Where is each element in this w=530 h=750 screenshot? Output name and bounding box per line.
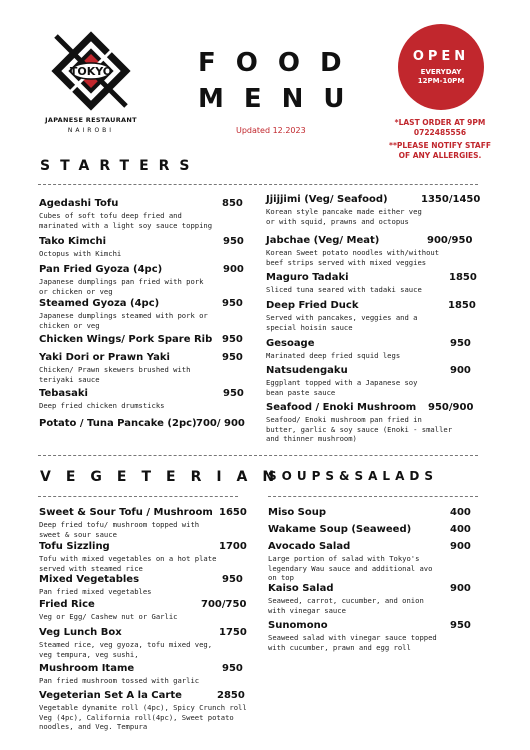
- menu-item: [39, 418, 245, 429]
- menu-item: [39, 388, 244, 411]
- item-name: Vegeterian Set A la Carte: [39, 690, 182, 701]
- item-description: Korean style pancake made either veg or with squid, prawns and octopus: [266, 207, 422, 226]
- allergy-note-line2: OF ANY ALLERGIES.: [398, 151, 482, 160]
- item-description: Deep fried chicken drumsticks: [39, 401, 165, 410]
- item-price: 900: [223, 264, 244, 275]
- open-hours: 12PM-10PM: [417, 77, 465, 85]
- item-price: 1700: [219, 541, 247, 552]
- phone-number: 0722485556: [413, 128, 467, 137]
- item-price: 1850: [449, 272, 477, 283]
- starters-end-divider: [38, 455, 478, 456]
- item-name: Sweet & Sour Tofu / Mushroom: [39, 507, 213, 518]
- menu-item: [266, 365, 471, 397]
- vegeterian-divider: [38, 496, 238, 497]
- restaurant-logo: [50, 30, 132, 112]
- item-name: Agedashi Tofu: [39, 198, 119, 209]
- item-name: Wakame Soup (Seaweed): [268, 524, 412, 535]
- item-description: Seafood/ Enoki mushroom pan fried in butter, garlic & soy sauce (Enoki - smaller and thinner mushroom): [266, 415, 453, 443]
- item-price: 950/900: [428, 402, 474, 413]
- item-price: 400: [450, 524, 471, 535]
- logo-text: TOKYO: [69, 65, 113, 78]
- item-description: Seaweed salad with vinegar sauce topped with cucumber, prawn and egg roll: [268, 633, 437, 652]
- item-name: Tebasaki: [39, 388, 88, 399]
- item-name: Maguro Tadaki: [266, 272, 349, 283]
- menu-item: [266, 300, 476, 332]
- menu-item: [39, 599, 247, 622]
- last-order-note: *LAST ORDER AT 9PM: [394, 118, 486, 127]
- item-name: Pan Fried Gyoza (4pc): [39, 264, 163, 275]
- item-name: Jjijjimi (Veg/ Seafood): [266, 194, 388, 205]
- menu-item: [39, 541, 247, 573]
- item-description: Japanese dumplings pan fried with pork or chicken or veg: [39, 277, 204, 296]
- menu-item: [39, 352, 243, 384]
- item-price: 700/750: [201, 599, 247, 610]
- item-price: 900: [450, 365, 471, 376]
- item-name: Mixed Vegetables: [39, 574, 140, 585]
- open-days: EVERYDAY: [420, 68, 462, 76]
- menu-item: [39, 334, 243, 345]
- menu-item: [39, 264, 244, 296]
- menu-item: [266, 402, 474, 444]
- item-price: 950: [222, 352, 243, 363]
- menu-item: [268, 507, 471, 518]
- item-price: 900: [450, 583, 471, 594]
- item-description: Cubes of soft tofu deep fried and marinated with a light soy sauce topping: [39, 211, 213, 230]
- menu-item: [39, 236, 244, 259]
- item-price: 950: [222, 298, 243, 309]
- item-name: Kaiso Salad: [268, 583, 334, 594]
- item-price: 400: [450, 507, 471, 518]
- item-price: 1850: [448, 300, 476, 311]
- item-price: 900: [450, 541, 471, 552]
- item-price: 850: [222, 198, 243, 209]
- vegeterian-heading: VEGETERIAN: [40, 469, 290, 485]
- item-price: 2850: [217, 690, 245, 701]
- item-name: Steamed Gyoza (4pc): [39, 298, 160, 309]
- item-name: Veg Lunch Box: [39, 627, 122, 638]
- menu-item: [266, 235, 473, 267]
- item-name: Gesoage: [266, 338, 315, 349]
- item-description: Vegetable dynamite roll (4pc), Spicy Crunch roll Veg (4pc), California roll(4pc), Sweet potato noodles, and Veg. Tempura: [39, 703, 247, 731]
- item-description: Large portion of salad with Tokyo's legendary Wau sauce and additional avo on top: [268, 554, 433, 582]
- item-price: 1350/1450: [421, 194, 481, 205]
- menu-item: [266, 338, 471, 361]
- open-title: OPEN: [412, 49, 470, 64]
- item-description: Served with pancakes, veggies and a special hoisin sauce: [266, 313, 418, 332]
- menu-item: [39, 507, 247, 539]
- item-name: Yaki Dori or Prawn Yaki: [39, 352, 170, 363]
- item-name: Tako Kimchi: [39, 236, 107, 247]
- item-description: Pan fried mushroom tossed with garlic: [39, 676, 200, 685]
- item-name: Mushroom Itame: [39, 663, 135, 674]
- item-description: Deep fried tofu/ mushroom topped with sweet & sour sauce: [39, 520, 200, 539]
- menu-item: [268, 583, 471, 615]
- item-description: Seaweed, carrot, cucumber, and onion with vinegar sauce: [268, 596, 424, 615]
- menu-item: [39, 298, 243, 330]
- item-name: Natsudengaku: [266, 365, 348, 376]
- menu-item: [266, 194, 481, 226]
- menu-item: [39, 690, 247, 732]
- item-description: Korean Sweet potato noodles with/without beef strips served with mixed veggies: [266, 248, 440, 267]
- soups-heading: SOUPS&SALADS: [268, 469, 438, 483]
- item-name: Sunomono: [268, 620, 328, 631]
- menu-item: [266, 272, 477, 295]
- starters-divider: [38, 184, 478, 185]
- item-price: 950: [450, 338, 471, 349]
- title-food: FOOD: [198, 48, 362, 78]
- allergy-note-line1: **PLEASE NOTIFY STAFF: [389, 141, 491, 150]
- item-price: 950: [222, 663, 243, 674]
- item-description: Steamed rice, veg gyoza, tofu mixed veg, veg tempura, veg sushi,: [39, 640, 213, 659]
- menu-item: [39, 663, 243, 686]
- item-price: 950: [222, 334, 243, 345]
- item-price: 1650: [219, 507, 247, 518]
- logo-subtitle: JAPANESE RESTAURANT: [45, 116, 137, 124]
- item-name: Avocado Salad: [268, 541, 351, 552]
- item-description: Veg or Egg/ Cashew nut or Garlic: [39, 612, 178, 621]
- item-description: Chicken/ Prawn skewers brushed with teriyaki sauce: [39, 365, 191, 384]
- menu-item: [268, 524, 471, 535]
- item-name: Deep Fried Duck: [266, 300, 359, 311]
- item-description: Marinated deep fried squid legs: [266, 351, 401, 360]
- menu-item: [268, 541, 471, 583]
- item-name: Potato / Tuna Pancake (2pc): [39, 418, 197, 429]
- item-price: 950: [222, 574, 243, 585]
- title-menu: MENU: [198, 84, 365, 114]
- menu-item: [39, 574, 243, 597]
- item-name: Seafood / Enoki Mushroom: [266, 402, 417, 413]
- item-name: Miso Soup: [268, 507, 327, 518]
- menu-item: [39, 627, 247, 659]
- item-price: 950: [450, 620, 471, 631]
- item-price: 950: [223, 388, 244, 399]
- item-price: 700/ 900: [196, 418, 245, 429]
- updated-date: Updated 12.2023: [236, 126, 306, 135]
- item-name: Chicken Wings/ Pork Spare Rib: [39, 334, 213, 345]
- soups-divider: [268, 496, 478, 497]
- item-description: Octopus with Kimchi: [39, 249, 122, 258]
- item-name: Jabchae (Veg/ Meat): [266, 235, 380, 246]
- item-description: Sliced tuna seared with tadaki sauce: [266, 285, 422, 294]
- item-description: Eggplant topped with a Japanese soy bean paste sauce: [266, 378, 418, 397]
- item-description: Pan fried mixed vegetables: [39, 587, 152, 596]
- starters-heading: STARTERS: [40, 158, 200, 174]
- logo-city: NAIROBI: [67, 127, 115, 134]
- menu-item: [268, 620, 471, 652]
- item-name: Tofu Sizzling: [39, 541, 110, 552]
- item-name: Fried Rice: [39, 599, 95, 610]
- item-price: 1750: [219, 627, 247, 638]
- item-description: Tofu with mixed vegetables on a hot plate served with steamed rice: [39, 554, 217, 573]
- item-price: 950: [223, 236, 244, 247]
- open-badge: [398, 24, 484, 110]
- menu-item: [39, 198, 243, 230]
- item-description: Japanese dumplings steamed with pork or chicken or veg: [39, 311, 208, 330]
- item-price: 900/950: [427, 235, 473, 246]
